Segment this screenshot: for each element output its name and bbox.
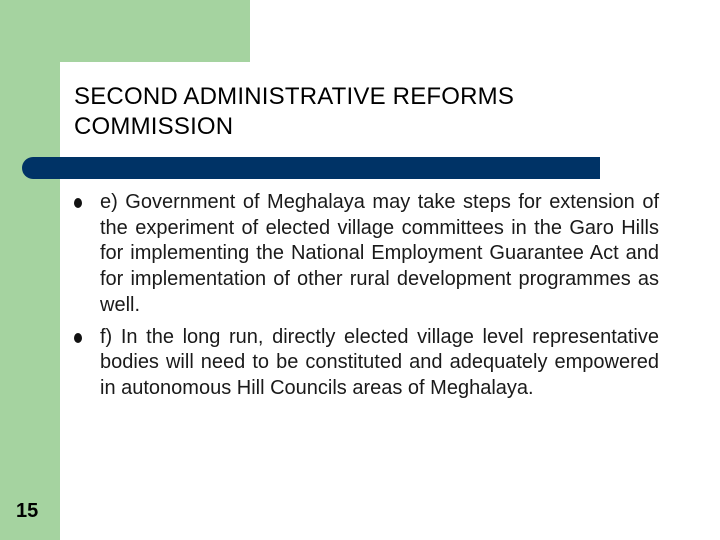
- bullet-list: [74, 190, 659, 408]
- list-item: [74, 325, 659, 402]
- slide-title-line-2: COMMISSION: [74, 113, 234, 140]
- title-divider-bar: [22, 157, 600, 179]
- slide-title: [74, 82, 674, 142]
- list-item: [74, 190, 659, 319]
- green-side-strip: [0, 0, 60, 540]
- bullet-text: e) Government of Meghalaya may take steps for extension of the experiment of elected village committees in the Garo Hills for implementing the National Employment Guarantee Act and for implementation of other rural development programmes as well.: [100, 191, 659, 316]
- slide-title-line-1: SECOND ADMINISTRATIVE REFORMS: [74, 83, 515, 110]
- bullet-dot-icon: [74, 333, 82, 343]
- slide-number: 15: [16, 500, 39, 522]
- bullet-text: f) In the long run, directly elected village level representative bodies will need to be constituted and adequately empowered in autonomous Hill Councils areas of Meghalaya.: [100, 325, 659, 399]
- bullet-dot-icon: [74, 198, 82, 208]
